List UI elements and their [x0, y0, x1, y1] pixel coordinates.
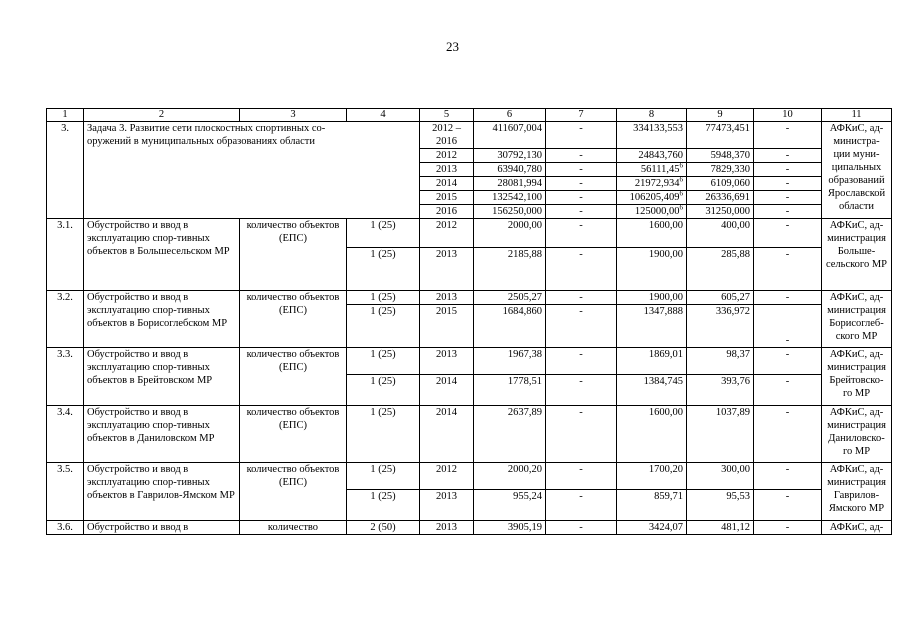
- item-name: Обустройство и ввод в эксплуатацию спор-тивных объектов в Борисоглебском МР: [84, 291, 240, 348]
- local-cell: 400,00: [687, 219, 754, 248]
- year-cell: 2012: [420, 149, 474, 163]
- regional-cell: 1600,00: [617, 406, 687, 463]
- quantity-cell: 1 (25): [347, 463, 420, 490]
- other-cell: -: [754, 348, 822, 375]
- footnote-mark: 6: [679, 190, 683, 198]
- row-number: 3.: [47, 122, 84, 219]
- column-number: 5: [420, 109, 474, 122]
- local-cell: 31250,000: [687, 205, 754, 219]
- federal-cell: -: [546, 177, 617, 191]
- item-name: Обустройство и ввод в эксплуатацию спор-тивных объектов в Брейтовском МР: [84, 348, 240, 406]
- regional-cell: 1347,888: [617, 305, 687, 348]
- regional-cell: 1600,00: [617, 219, 687, 248]
- total-cell: 955,24: [474, 490, 546, 521]
- federal-cell: -: [546, 248, 617, 291]
- local-cell: 95,53: [687, 490, 754, 521]
- quantity-cell: 1 (25): [347, 375, 420, 406]
- column-number-row: [47, 109, 892, 122]
- year-cell: 2014: [420, 406, 474, 463]
- item-row: [47, 348, 892, 375]
- local-cell: 300,00: [687, 463, 754, 490]
- column-number: 7: [546, 109, 617, 122]
- year-cell: 2016: [420, 205, 474, 219]
- indicator-cell: количество объектов (ЕПС): [240, 291, 347, 348]
- federal-cell: -: [546, 149, 617, 163]
- total-cell: 63940,780: [474, 163, 546, 177]
- year-cell: 2013: [420, 521, 474, 535]
- total-cell: 2637,89: [474, 406, 546, 463]
- year-cell: 2013: [420, 248, 474, 291]
- executor-cell: АФКиС, ад-министрация Борисоглеб-ского МР: [822, 291, 892, 348]
- other-cell: -: [754, 463, 822, 490]
- year-cell: 2013: [420, 490, 474, 521]
- regional-value: 125000,00: [634, 206, 680, 217]
- regional-value: 106205,409: [629, 192, 680, 203]
- local-cell: 7829,330: [687, 163, 754, 177]
- year-cell: 2015: [420, 191, 474, 205]
- indicator-cell: количество объектов (ЕПС): [240, 219, 347, 291]
- federal-cell: -: [546, 406, 617, 463]
- regional-cell: 334133,553: [617, 122, 687, 149]
- quantity-cell: 1 (25): [347, 490, 420, 521]
- task-title: [84, 122, 420, 219]
- other-cell: -: [754, 219, 822, 248]
- indicator-cell: количество объектов (ЕПС): [240, 406, 347, 463]
- quantity-cell: 1 (25): [347, 348, 420, 375]
- column-number: 11: [822, 109, 892, 122]
- total-cell: 2000,20: [474, 463, 546, 490]
- local-cell: 1037,89: [687, 406, 754, 463]
- federal-cell: -: [546, 122, 617, 149]
- total-cell: 156250,000: [474, 205, 546, 219]
- item-row: [47, 463, 892, 490]
- indicator-cell: количество: [240, 521, 347, 535]
- total-cell: 30792,130: [474, 149, 546, 163]
- total-cell: 3905,19: [474, 521, 546, 535]
- regional-cell: 1900,00: [617, 248, 687, 291]
- local-cell: 98,37: [687, 348, 754, 375]
- row-number: 3.1.: [47, 219, 84, 291]
- other-cell: -: [754, 305, 822, 348]
- other-cell: -: [754, 163, 822, 177]
- total-cell: 411607,004: [474, 122, 546, 149]
- regional-cell: 1384,745: [617, 375, 687, 406]
- total-cell: 28081,994: [474, 177, 546, 191]
- other-cell: -: [754, 248, 822, 291]
- federal-cell: -: [546, 375, 617, 406]
- column-number: 2: [84, 109, 240, 122]
- year-cell: 2012: [420, 219, 474, 248]
- regional-value: 56111,45: [640, 164, 680, 175]
- other-cell: -: [754, 291, 822, 305]
- item-name: Обустройство и ввод в эксплуатацию спор-тивных объектов в Гаврилов-Ямском МР: [84, 463, 240, 521]
- other-cell: -: [754, 521, 822, 535]
- executor-cell: АФКиС, ад-министрация Гаврилов-Ямского МР: [822, 463, 892, 521]
- federal-cell: -: [546, 163, 617, 177]
- regional-cell: [617, 177, 687, 191]
- regional-cell: [617, 205, 687, 219]
- task-row: [47, 122, 892, 149]
- federal-cell: -: [546, 490, 617, 521]
- local-cell: 481,12: [687, 521, 754, 535]
- row-number: 3.4.: [47, 406, 84, 463]
- year-cell: 2013: [420, 348, 474, 375]
- row-number: 3.2.: [47, 291, 84, 348]
- regional-cell: [617, 163, 687, 177]
- regional-cell: 1700,20: [617, 463, 687, 490]
- item-name: Обустройство и ввод в эксплуатацию спор-тивных объектов в Большесельском МР: [84, 219, 240, 291]
- quantity-cell: 1 (25): [347, 248, 420, 291]
- task-title-line: оружений в муниципальных образованиях области: [87, 136, 315, 147]
- regional-cell: [617, 191, 687, 205]
- item-row: [47, 406, 892, 463]
- total-cell: 132542,100: [474, 191, 546, 205]
- year-cell: 2013: [420, 163, 474, 177]
- regional-cell: 1900,00: [617, 291, 687, 305]
- quantity-cell: 1 (25): [347, 291, 420, 305]
- total-cell: 2000,00: [474, 219, 546, 248]
- local-cell: 77473,451: [687, 122, 754, 149]
- item-name: Обустройство и ввод в эксплуатацию спор-тивных объектов в Даниловском МР: [84, 406, 240, 463]
- total-cell: 1684,860: [474, 305, 546, 348]
- federal-cell: -: [546, 219, 617, 248]
- executor-cell: АФКиС, ад-министрация Брейтовско-го МР: [822, 348, 892, 406]
- regional-cell: 1869,01: [617, 348, 687, 375]
- other-cell: -: [754, 149, 822, 163]
- total-cell: 1778,51: [474, 375, 546, 406]
- year-cell: 2015: [420, 305, 474, 348]
- local-cell: 26336,691: [687, 191, 754, 205]
- column-number: 8: [617, 109, 687, 122]
- quantity-cell: 2 (50): [347, 521, 420, 535]
- year-cell: 2014: [420, 375, 474, 406]
- row-number: 3.6.: [47, 521, 84, 535]
- federal-cell: -: [546, 521, 617, 535]
- local-cell: 393,76: [687, 375, 754, 406]
- local-cell: 285,88: [687, 248, 754, 291]
- item-row: [47, 291, 892, 305]
- item-row: [47, 219, 892, 248]
- other-cell: -: [754, 490, 822, 521]
- footnote-mark: 6: [679, 176, 683, 184]
- row-number: 3.3.: [47, 348, 84, 406]
- column-number: 4: [347, 109, 420, 122]
- indicator-cell: количество объектов (ЕПС): [240, 348, 347, 406]
- total-cell: 2505,27: [474, 291, 546, 305]
- federal-cell: -: [546, 463, 617, 490]
- total-cell: 2185,88: [474, 248, 546, 291]
- footnote-mark: 6: [679, 204, 683, 212]
- total-cell: 1967,38: [474, 348, 546, 375]
- quantity-cell: 1 (25): [347, 305, 420, 348]
- executor-cell: АФКиС, ад-министра-ции муни-ципальных образований Ярославской области: [822, 122, 892, 219]
- federal-cell: -: [546, 191, 617, 205]
- other-cell: -: [754, 406, 822, 463]
- program-table: [46, 108, 892, 535]
- other-cell: -: [754, 177, 822, 191]
- federal-cell: -: [546, 205, 617, 219]
- other-cell: -: [754, 191, 822, 205]
- row-number: 3.5.: [47, 463, 84, 521]
- other-cell: -: [754, 122, 822, 149]
- task-title-line: Задача 3. Развитие сети плоскостных спортивных со-: [87, 123, 326, 134]
- page-number: 23: [446, 39, 459, 54]
- federal-cell: -: [546, 348, 617, 375]
- executor-cell: АФКиС, ад-: [822, 521, 892, 535]
- local-cell: 336,972: [687, 305, 754, 348]
- column-number: 3: [240, 109, 347, 122]
- local-cell: 6109,060: [687, 177, 754, 191]
- year-cell: 2012: [420, 463, 474, 490]
- quantity-cell: 1 (25): [347, 406, 420, 463]
- indicator-cell: количество объектов (ЕПС): [240, 463, 347, 521]
- year-cell: 2014: [420, 177, 474, 191]
- quantity-cell: 1 (25): [347, 219, 420, 248]
- local-cell: 605,27: [687, 291, 754, 305]
- federal-cell: -: [546, 291, 617, 305]
- year-cell: 2013: [420, 291, 474, 305]
- column-number: 9: [687, 109, 754, 122]
- other-cell: -: [754, 205, 822, 219]
- column-number: 1: [47, 109, 84, 122]
- other-cell: -: [754, 375, 822, 406]
- regional-cell: 24843,760: [617, 149, 687, 163]
- regional-cell: 859,71: [617, 490, 687, 521]
- regional-cell: 3424,07: [617, 521, 687, 535]
- item-name: Обустройство и ввод в: [84, 521, 240, 535]
- column-number: 10: [754, 109, 822, 122]
- regional-value: 21972,934: [634, 178, 680, 189]
- column-number: 6: [474, 109, 546, 122]
- executor-cell: АФКиС, ад-министрация Даниловско-го МР: [822, 406, 892, 463]
- footnote-mark: 6: [679, 162, 683, 170]
- local-cell: 5948,370: [687, 149, 754, 163]
- year-cell: 2012 – 2016: [420, 122, 474, 149]
- executor-cell: АФКиС, ад-министрация Больше-сельского МР: [822, 219, 892, 291]
- item-row: [47, 521, 892, 535]
- federal-cell: -: [546, 305, 617, 348]
